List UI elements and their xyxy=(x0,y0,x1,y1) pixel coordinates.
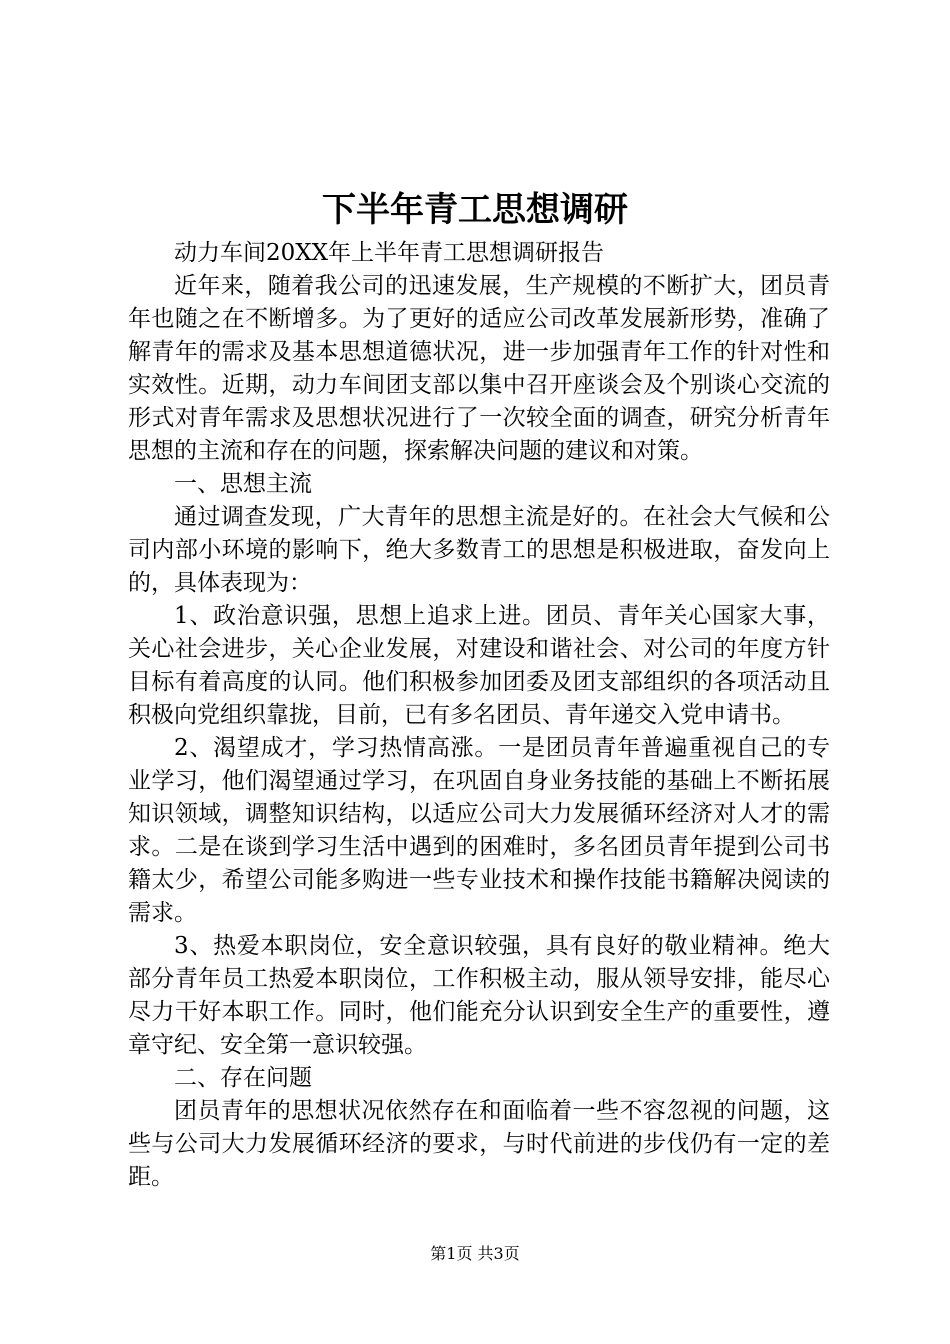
report-subtitle: 动力车间20XX年上半年青工思想调研报告 xyxy=(174,240,605,266)
intro-paragraph: 近年来，随着我公司的迅速发展，生产规模的不断扩大，团员青年也随之在不断增多。为了更好的适应公司改革发展新形势，准确了解青年的需求及基本思想道德状况，进一步加强青年工作的针对性和实效性。近期，动力车间团支部以集中召开座谈会及个别谈心交流的形式对青年需求及思想状况进行了一次较全面的调查，研究分析青年思想的主流和存在的问题，探索解决问题的建议和对策。 xyxy=(128,273,830,464)
section-heading-problems: 二、存在问题 xyxy=(174,1065,312,1091)
page-number-footer: 第1页 共3页 xyxy=(430,1244,520,1263)
mainstream-paragraph: 通过调查发现，广大青年的思想主流是好的。在社会大气候和公司内部小环境的影响下，绝大多数青工的思想是积极进取，奋发向上的，具体表现为： xyxy=(128,504,830,596)
point-3-paragraph: 3、热爱本职岗位，安全意识较强，具有良好的敬业精神。绝大部分青年员工热爱本职岗位，工作积极主动，服从领导安排，能尽心尽力干好本职工作。同时，他们能充分认识到安全生产的重要性，遵章守纪、安全第一意识较强。 xyxy=(128,933,830,1058)
document-body xyxy=(128,237,830,1194)
section-heading-mainstream: 一、思想主流 xyxy=(174,471,312,497)
problems-paragraph: 团员青年的思想状况依然存在和面临着一些不容忽视的问题，这些与公司大力发展循环经济的要求，与时代前进的步伐仍有一定的差距。 xyxy=(128,1098,830,1190)
point-2-paragraph: 2、渴望成才，学习热情高涨。一是团员青年普遍重视自己的专业学习，他们渴望通过学习，在巩固自身业务技能的基础上不断拓展知识领域，调整知识结构，以适应公司大力发展循环经济对人才的需求。二是在谈到学习生活中遇到的困难时，多名团员青年提到公司书籍太少，希望公司能多购进一些专业技术和操作技能书籍解决阅读的需求。 xyxy=(128,735,830,926)
point-1-paragraph: 1、政治意识强，思想上追求上进。团员、青年关心国家大事，关心社会进步，关心企业发展，对建设和谐社会、对公司的年度方针目标有着高度的认同。他们积极参加团委及团支部组织的各项活动且积极向党组织靠拢，目前，已有多名团员、青年递交入党申请书。 xyxy=(128,603,830,728)
document-title: 下半年青工思想调研 xyxy=(322,190,628,230)
